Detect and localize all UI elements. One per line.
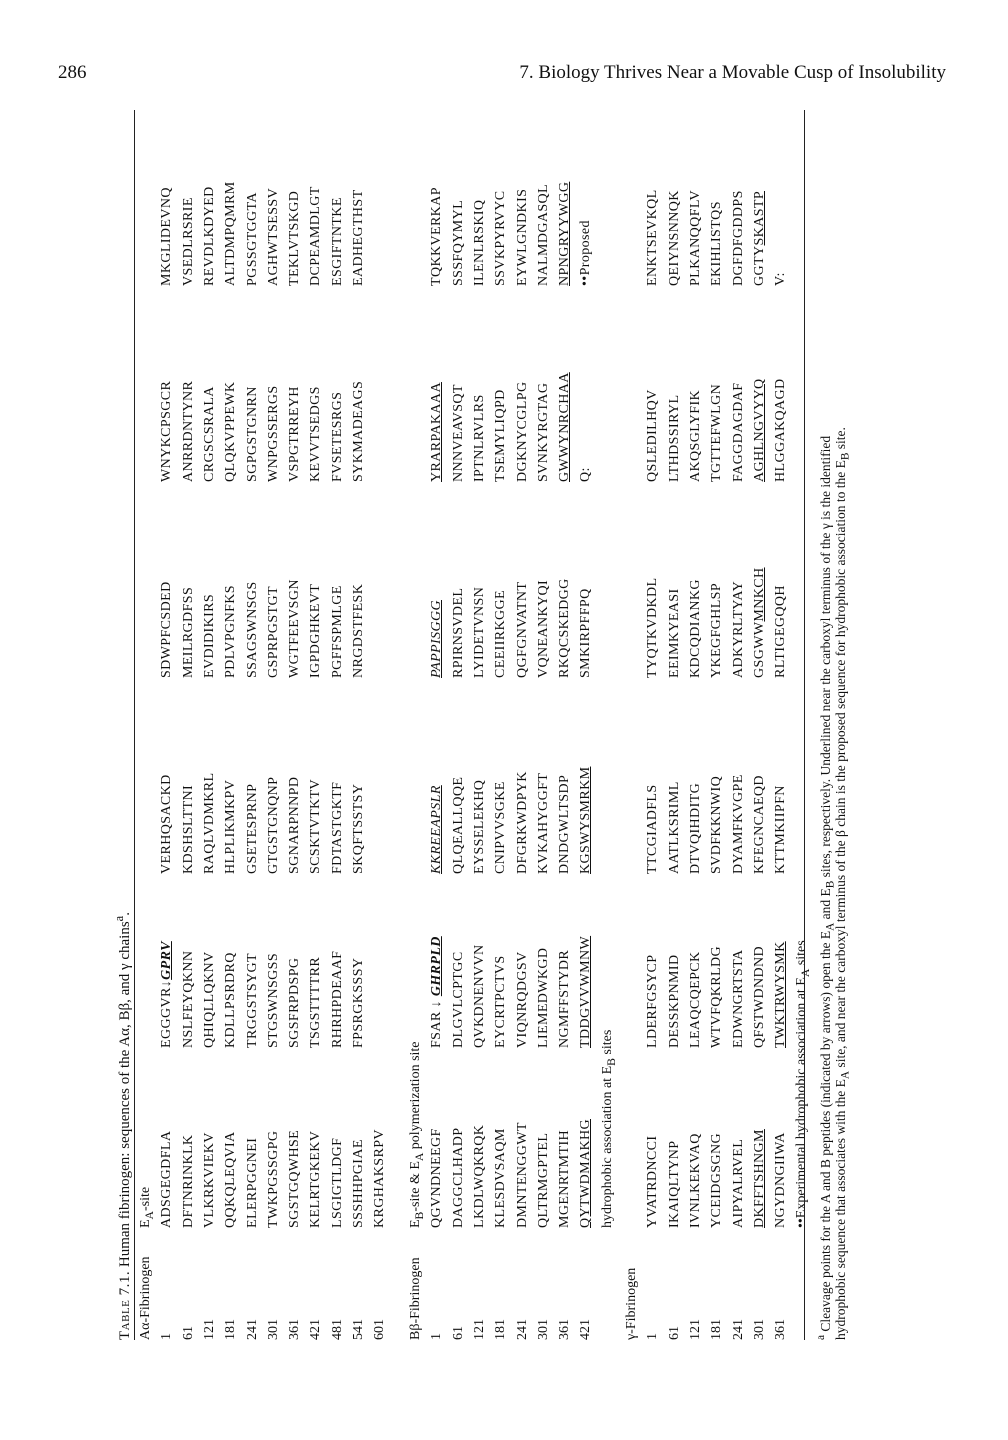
row-number: 1 xyxy=(429,1333,445,1340)
caption-text: Human fibrinogen: sequences of the Aα, Bβ, and γ chains xyxy=(117,921,133,1268)
sequence-cell: NNNVEAVSQT xyxy=(450,384,466,482)
sequence-cell: RPIRNSVDEL xyxy=(450,587,466,678)
sequence-cell: SGSFRPDSPG xyxy=(287,957,303,1048)
sequence-cell: GSGWWMNKCH xyxy=(751,567,767,678)
sequence-cell: SGNARPNNPD xyxy=(287,776,303,874)
sequence-cell: PLKANQQFLV xyxy=(687,189,703,286)
sequence-cell: KFEGNCAEQD xyxy=(751,775,767,874)
beta-note: hydrophobic association at $E_B$ sites xyxy=(599,1029,618,1228)
row-number: 61 xyxy=(180,1326,196,1340)
sequence-cell: DAGGCLHADP xyxy=(450,1127,466,1228)
row-number: 481 xyxy=(329,1319,345,1340)
row-number: 1 xyxy=(645,1333,661,1340)
row-number: 301 xyxy=(751,1319,767,1340)
sequence-cell: KVKAHYGGFT xyxy=(535,772,551,874)
sequence-cell: GSETESPRNP xyxy=(244,783,260,874)
sequence-cell: AGHWTSESSV xyxy=(265,187,281,286)
sequence-cell: QLQKVPPEWK xyxy=(223,381,239,482)
sequence-cell: KLESDVSAQM xyxy=(493,1128,509,1228)
sequence-cell: EVDIDIKIRS xyxy=(201,593,217,678)
sequence-cell: TWKTRWYSMK xyxy=(773,941,789,1048)
sequence-cell: FSAR ↓ GHRPLD xyxy=(429,936,445,1048)
sequence-cell: ALTDMPQMRM xyxy=(223,181,239,286)
sequence-cell: QEIYNSNNQK xyxy=(666,190,682,286)
sequence-cell: QQKQLEQVIA xyxy=(223,1131,239,1228)
sequence-cell: SDWPFCSDED xyxy=(159,581,175,678)
sequence-cell: VIQNRQDGSV xyxy=(514,951,530,1048)
sequence-cell: GTGSTGNQNP xyxy=(265,776,281,874)
sequence-cell: WNYKCPSGCR xyxy=(159,380,175,482)
sequence-cell: KRGHAKSRPV xyxy=(372,1129,388,1228)
alpha-title: Aα-Fibrinogen xyxy=(138,1256,153,1340)
row-number: 61 xyxy=(450,1326,466,1340)
sequence-cell: LYIDETVNSN xyxy=(471,586,487,678)
sequence-cell: DFTNRINKLK xyxy=(180,1134,196,1228)
sequence-cell: YKEGFGHLSP xyxy=(709,582,725,678)
caption-label: Table 7.1. xyxy=(117,1270,133,1340)
sequence-cell: STGSWNSGSS xyxy=(265,952,281,1048)
sequence-cell: DTVQIHDITG xyxy=(687,782,703,874)
sequence-cell: PGSSGTGGTA xyxy=(244,192,260,286)
sequence-cell: NGYDNGIIWA xyxy=(773,1132,789,1228)
sequence-cell: DGKNYCGLPG xyxy=(514,381,530,482)
sequence-cell: DESSKPNMID xyxy=(666,954,682,1048)
row-number: 301 xyxy=(265,1319,281,1340)
sequence-cell: SSSHHPGIAE xyxy=(351,1139,366,1228)
sequence-cell: WNPGSSERGS xyxy=(265,385,281,482)
sequence-cell: YRARPAKAAA xyxy=(429,382,445,482)
sequence-cell: DFGRKWDPYK xyxy=(514,771,530,874)
sequence-cell: FDTASTGKTF xyxy=(329,781,345,874)
sequence-cell: LEAQCQEPCK xyxy=(687,951,703,1048)
sequence-cell: LDERFGSYCP xyxy=(645,954,661,1048)
beta-site-label: $E_B$-site & $E_A$ polymerization site xyxy=(408,1041,426,1228)
page-number: 286 xyxy=(58,62,87,83)
sequence-cell: TDDGVVWMNW xyxy=(578,935,594,1048)
sequence-cell: SMKIRPFFPQ xyxy=(578,588,594,678)
sequence-cell: LKDLWQKRQK xyxy=(471,1124,487,1228)
sequence-cell: SCSKTVTKTV xyxy=(308,778,324,874)
sequence-cell: SVNKYRGTAG xyxy=(535,382,551,482)
sequence-cell: MGENRTMTIH xyxy=(557,1129,573,1228)
sequence-cell: DCPEAMDLGT xyxy=(308,186,324,286)
sequence-cell: QLTRMGPTEL xyxy=(535,1132,551,1228)
sequence-cell: CRGSCSRALA xyxy=(201,386,217,482)
sequence-cell: QFSTWDNDND xyxy=(751,946,767,1048)
sequence-cell: IPTNLRVLRS xyxy=(471,394,487,482)
sequence-cell: REVDLKDYED xyxy=(201,186,217,286)
row-number: 61 xyxy=(666,1326,682,1340)
sequence-cell: PGFFSPMLGE xyxy=(329,585,345,678)
row-number: 361 xyxy=(773,1319,789,1340)
sequence-cell: TEKLVTSKGD xyxy=(287,190,303,286)
sequence-cell: IKAIQLTYNP xyxy=(666,1140,682,1228)
sequence-cell: KDSHSLTTNI xyxy=(180,784,196,874)
sequence-cell: LSGIGTLDGF xyxy=(329,1137,345,1228)
sequence-cell: V: xyxy=(773,272,789,286)
sequence-cell: KTTMKIIPFN xyxy=(773,785,789,874)
gamma-note: ••Experimental hydrophobic association at $E_A$ sites xyxy=(794,940,813,1228)
rotated-table xyxy=(112,110,872,1340)
row-number: 241 xyxy=(514,1319,530,1340)
sequence-cell: EYSSELEKHQ xyxy=(471,779,487,874)
sequence-cell: YCEIDGSGNG xyxy=(709,1133,725,1228)
table-bottom-rule xyxy=(804,110,805,1340)
sequence-cell: EYCRTPCTVS xyxy=(493,955,509,1048)
sequence-cell: EDWNGRTSTA xyxy=(730,949,746,1048)
sequence-cell: YVATRDNCCI xyxy=(645,1135,661,1228)
beta-title: Bβ-Fibrinogen xyxy=(408,1257,423,1340)
sequence-cell: RKQCSKEDGG xyxy=(557,578,573,678)
sequence-cell: VQNEANKYQI xyxy=(535,579,551,678)
sequence-cell: QVKDNENVVN xyxy=(471,944,487,1048)
sequence-cell: GWWYNRCHAA xyxy=(557,372,573,482)
sequence-cell: SVDFKKNWIQ xyxy=(709,775,725,874)
sequence-cell: LIEMEDWKGD xyxy=(535,947,551,1048)
sequence-cell: KEVVTSEDGS xyxy=(308,386,324,482)
sequence-cell: FVSETESRGS xyxy=(329,391,345,482)
sequence-cell: DMNTENGGWT xyxy=(514,1122,530,1228)
sequence-cell: RAQLVDMKRL xyxy=(201,772,217,874)
sequence-cell: MKGLIDEVNQ xyxy=(159,187,175,286)
sequence-cell: IGPDGHKEVT xyxy=(308,583,324,678)
sequence-cell: TGTTEFWLGN xyxy=(709,383,725,482)
sequence-cell: TSGSTTTTRR xyxy=(308,956,324,1048)
sequence-cell: VSEDLRSRIE xyxy=(180,197,196,286)
row-number: 1 xyxy=(159,1333,175,1340)
sequence-cell: LTHDSSIRYL xyxy=(666,394,682,482)
sequence-cell: EEIMKYEASI xyxy=(666,588,682,678)
sequence-cell: VSPGTRREYH xyxy=(287,386,303,482)
sequence-cell: EADHEGTHST xyxy=(351,189,366,286)
sequence-cell: WTVFQKRLDG xyxy=(709,946,725,1048)
sequence-cell: EKIHLISTQS xyxy=(709,201,725,286)
sequence-cell: TSEMYLIQPD xyxy=(493,389,509,482)
sequence-cell: DLGVLCPTGC xyxy=(450,951,466,1048)
sequence-cell: IVNLKEKVAQ xyxy=(687,1133,703,1228)
row-number: 181 xyxy=(493,1319,509,1340)
sequence-cell: RLTIGEGQQH xyxy=(773,585,789,678)
row-number: 241 xyxy=(244,1319,260,1340)
sequence-cell: DYAMFKVGPE xyxy=(730,774,746,874)
row-number: 121 xyxy=(471,1319,487,1340)
sequence-cell: QGFGNVATNT xyxy=(514,581,530,678)
sequence-cell: PDLVPGNFKS xyxy=(223,585,239,678)
sequence-cell: AKQSGLYFIK xyxy=(687,389,703,482)
sequence-cell: KKREEAPSLR xyxy=(429,785,445,874)
sequence-cell: TRGGSTSYGT xyxy=(244,952,260,1048)
row-number: 181 xyxy=(709,1319,725,1340)
sequence-cell: VLKRKVIEKV xyxy=(201,1132,217,1228)
sequence-cell: RHRHPDEAAF xyxy=(329,950,345,1048)
sequence-cell: ESGIFTNTKE xyxy=(329,197,345,286)
sequence-cell: DKFFTSHNGM xyxy=(751,1129,767,1228)
table-caption: Table 7.1. Human fibrinogen: sequences of the Aα, Bβ, and γ chains$^a$. xyxy=(112,912,133,1340)
sequence-cell: SKQFTSSTSY xyxy=(351,783,366,874)
sequence-cell: NRGDSTFESK xyxy=(351,583,366,678)
sequence-cell: WGTFEEVSGN xyxy=(287,579,303,678)
row-number: 181 xyxy=(223,1319,239,1340)
sequence-cell: SSSFQYMYL xyxy=(450,199,466,286)
sequence-cell: HLGGAKQAGD xyxy=(773,378,789,482)
sequence-cell: ADKYRLTYAY xyxy=(730,580,746,678)
sequence-cell: ••Proposed xyxy=(578,220,594,286)
sequence-cell: SYKMADEAGS xyxy=(351,380,366,482)
running-head: 7. Biology Thrives Near a Movable Cusp of Insolubility xyxy=(519,62,946,83)
row-number: 361 xyxy=(557,1319,573,1340)
row-number: 601 xyxy=(372,1319,388,1340)
sequence-cell: CEEIIRKGGE xyxy=(493,590,509,678)
alpha-site-label: $E_A$-site xyxy=(138,1186,156,1228)
footnote-line-2: hydrophobic sequence that associates with the $E_A$ site, and near the carboxyl terminus of the β chain is the proposed sequence for hydrophobic association to the $E_B$ site. xyxy=(833,427,852,1340)
caption-mark: a xyxy=(112,915,126,922)
row-number: 421 xyxy=(308,1319,324,1340)
sequence-cell: ANRRDNTYNR xyxy=(180,380,196,482)
sequence-cell: ELERPGGNEI xyxy=(244,1137,260,1228)
sequence-cell: QGVNDNEEGF xyxy=(429,1128,445,1228)
sequence-cell: QSLEDILHQV xyxy=(645,389,661,482)
sequence-cell: EGGGVR↓GPRV xyxy=(159,941,175,1048)
sequence-cell: NPNGRYYWGG xyxy=(557,181,573,286)
table-top-rule xyxy=(134,110,135,1340)
sequence-cell: ADSGEGDFLA xyxy=(159,1130,175,1228)
footnote-line-1: $^a$ Cleavage points for the A and B peptides (indicated by arrows) open the $E_A$ and $E_B$ sites, respectively. Underlined near the carboxyl terminus of the γ is the identified xyxy=(815,435,837,1340)
sequence-cell: KELRTGKEKV xyxy=(308,1130,324,1228)
sequence-cell: GGTYSKASTP xyxy=(751,190,767,286)
sequence-cell: GSPRPGSTGT xyxy=(265,586,281,678)
gamma-title: γ-Fibrinogen xyxy=(624,1267,639,1340)
sequence-cell: SGPGSTGNRN xyxy=(244,386,260,482)
row-number: 421 xyxy=(578,1319,594,1340)
sequence-cell: TTCGIADFLS xyxy=(645,784,661,874)
sequence-cell: SSVKPYRVYC xyxy=(493,190,509,286)
sequence-cell: NSLFEYQKNN xyxy=(180,950,196,1048)
row-number: 541 xyxy=(351,1319,366,1340)
sequence-cell: DGFDFGDDPS xyxy=(730,190,746,286)
sequence-cell: PAPPISGGG xyxy=(429,600,445,678)
sequence-cell: CNIPVVSGKE xyxy=(493,781,509,874)
row-number: 301 xyxy=(535,1319,551,1340)
sequence-cell: FAGGDAGDAF xyxy=(730,382,746,482)
sequence-cell: AGHLNGVYYQ xyxy=(751,378,767,482)
sequence-cell: DNDGWLTSDP xyxy=(557,774,573,874)
sequence-cell: NGMFFSTYDR xyxy=(557,949,573,1048)
row-number: 121 xyxy=(687,1319,703,1340)
sequence-cell: KDLLPSRDRQ xyxy=(223,952,239,1048)
sequence-cell: ILENLRSKIQ xyxy=(471,199,487,286)
sequence-cell: QLQEALLQQE xyxy=(450,776,466,874)
sequence-cell: ENKTSEVKQL xyxy=(645,189,661,286)
sequence-cell: SSAGSWNSGS xyxy=(244,581,260,678)
sequence-cell: TQKKVERKAP xyxy=(429,187,445,286)
sequence-cell: Q: xyxy=(578,467,594,482)
sequence-cell: SGSTGQWHSE xyxy=(287,1129,303,1228)
sequence-cell: TWKPGSSGPG xyxy=(265,1130,281,1228)
sequence-cell: VERHQSACKD xyxy=(159,774,175,874)
row-number: 241 xyxy=(730,1319,746,1340)
sequence-cell: KDCQDIANKG xyxy=(687,579,703,678)
sequence-cell: MEILRGDFSS xyxy=(180,586,196,678)
sequence-cell: KGSWYSMRKM xyxy=(578,766,594,874)
sequence-cell: EYWLGNDKIS xyxy=(514,188,530,286)
sequence-cell: FPSRGKSSSY xyxy=(351,957,366,1048)
sequence-cell: AATLKSRIML xyxy=(666,781,682,874)
sequence-cell: QHIQLLQKNV xyxy=(201,951,217,1048)
sequence-cell: AIPYALRVEL xyxy=(730,1138,746,1228)
row-number: 361 xyxy=(287,1319,303,1340)
sequence-cell: TYQTKVDKDL xyxy=(645,577,661,678)
sequence-cell: QYTWDMAKHG xyxy=(578,1119,594,1228)
sequence-cell: NALMDGASQL xyxy=(535,184,551,286)
row-number: 121 xyxy=(201,1319,217,1340)
sequence-cell: HLPLIKMKPV xyxy=(223,779,239,874)
